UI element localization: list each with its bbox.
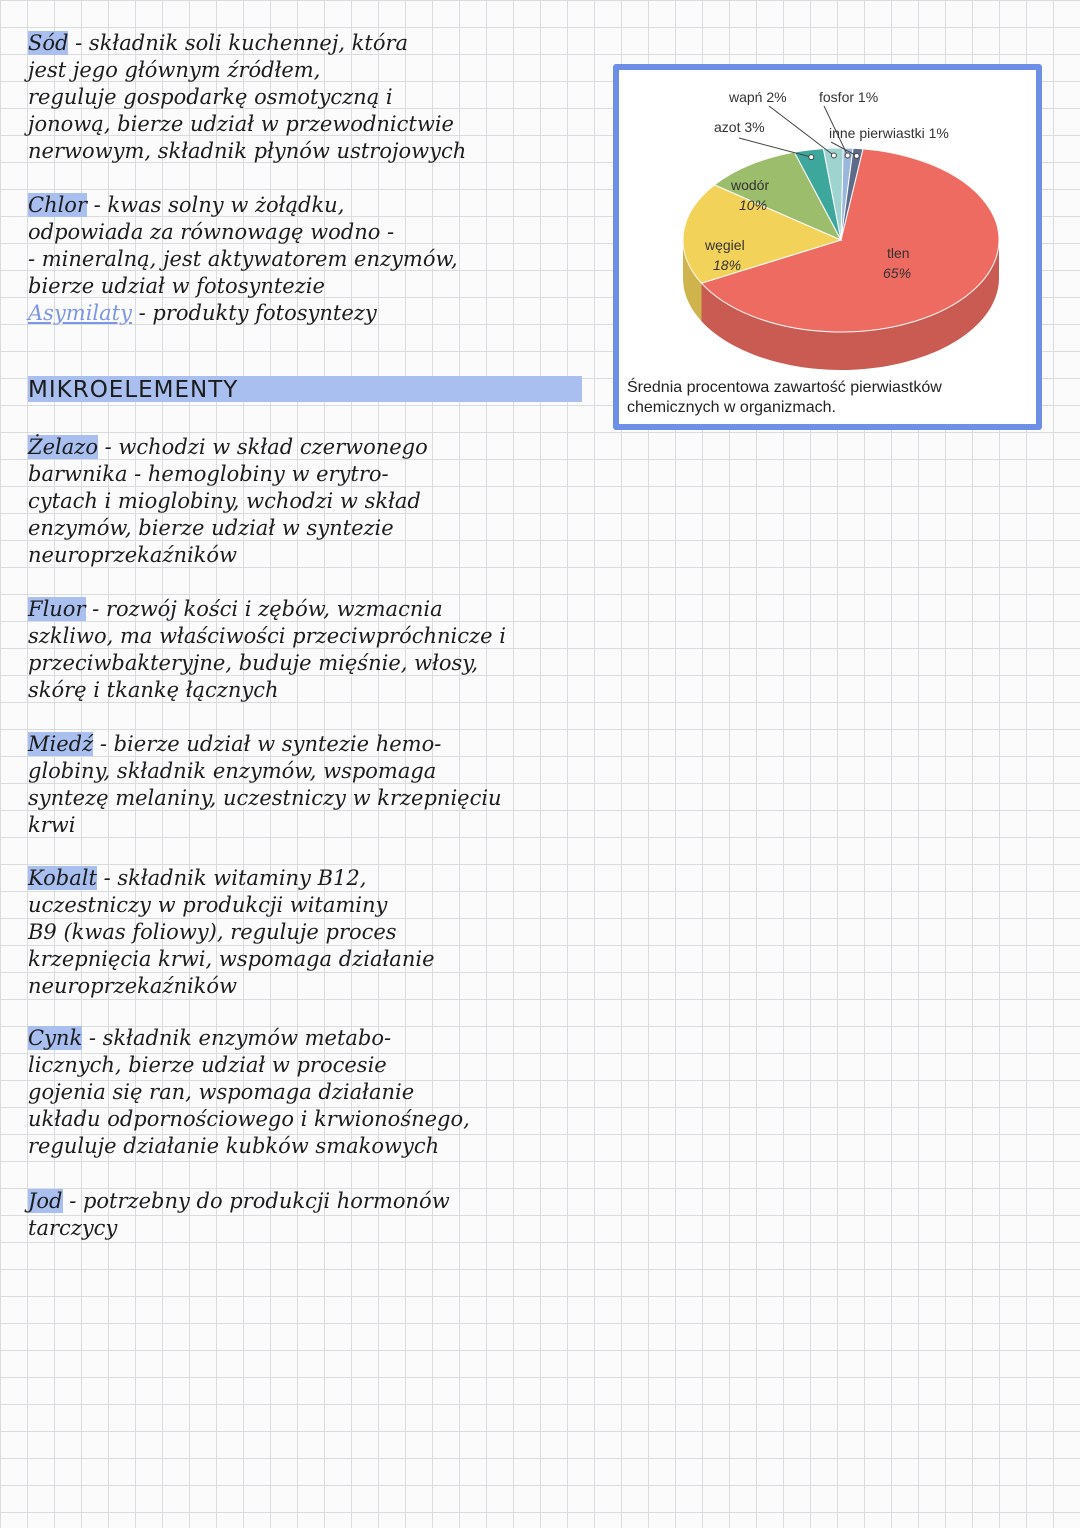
pie-chart-figure [613, 64, 1042, 430]
label-wegiel-name: węgiel [705, 237, 745, 253]
note-line: krwi [28, 813, 76, 837]
note-miedz [28, 731, 588, 839]
note-cynk [28, 1025, 588, 1160]
note-line: syntezę melaniny, uczestniczy w krzepnięciu [28, 786, 502, 810]
note-line: krzepnięcia krwi, wspomaga działanie [28, 947, 435, 971]
note-line: Jod - potrzebny do produkcji hormonów [28, 1189, 450, 1213]
note-line: uczestniczy w produkcji witaminy [28, 893, 388, 917]
note-line: reguluje działanie kubków smakowych [28, 1134, 440, 1158]
label-wegiel-value: 18% [713, 257, 742, 273]
note-line: B9 (kwas foliowy), reguluje proces [28, 920, 397, 944]
label-wodor-value: 10% [739, 197, 768, 213]
note-line: jest jego głównym źródłem, [28, 58, 321, 82]
label-tlen-value: 65% [883, 265, 912, 281]
term-miedz: Miedź [28, 732, 94, 756]
callout-dot-azot [809, 155, 814, 160]
pie-chart [619, 70, 1036, 424]
term-zelazo: Żelazo [28, 435, 98, 459]
section-heading: MIKROELEMENTY [28, 377, 239, 403]
term-sod: Sód [28, 31, 69, 55]
note-chlor [28, 192, 588, 327]
note-line: Asymilaty - produkty fotosyntezy [28, 301, 377, 325]
note-sod [28, 30, 588, 165]
note-line: enzymów, bierze udział w syntezie [28, 516, 394, 540]
label-tlen-name: tlen [887, 245, 910, 261]
note-jod [28, 1188, 588, 1242]
note-line: neuroprzekaźników [28, 543, 238, 567]
term-jod: Jod [28, 1189, 63, 1213]
note-line: barwnika - hemoglobiny w erytro- [28, 462, 389, 486]
callout-dot-inne-pierwiastki [854, 153, 859, 158]
note-line: Kobalt - składnik witaminy B12, [28, 866, 367, 890]
note-line: neuroprzekaźników [28, 974, 238, 998]
note-line: szkliwo, ma właściwości przeciwpróchnicze i [28, 624, 506, 648]
term-chlor: Chlor [28, 193, 87, 217]
label-fosfor: fosfor 1% [819, 89, 879, 105]
note-line: licznych, bierze udział w procesie [28, 1053, 387, 1077]
term-fluor: Fluor [28, 597, 86, 621]
note-fluor [28, 596, 588, 704]
note-line: Sód - składnik soli kuchennej, która [28, 31, 409, 55]
label-inne: inne pierwiastki 1% [829, 125, 949, 141]
note-zelazo [28, 434, 588, 569]
note-line: jonową, bierze udział w przewodnictwie [28, 112, 454, 136]
callout-dot-wapń [831, 153, 836, 158]
note-line: skórę i tkankę łącznych [28, 678, 279, 702]
note-line: Żelazo - wchodzi w skład czerwonego [28, 435, 428, 459]
note-line: tarczycy [28, 1216, 118, 1240]
note-line: - mineralną, jest aktywatorem enzymów, [28, 247, 458, 271]
term-asymilaty: Asymilaty [28, 301, 132, 325]
term-kobalt: Kobalt [28, 866, 97, 890]
note-line: przeciwbakteryjne, buduje mięśnie, włosy, [28, 651, 479, 675]
note-kobalt [28, 865, 588, 1000]
note-line: nerwowym, składnik płynów ustrojowych [28, 139, 467, 163]
note-line: globiny, składnik enzymów, wspomaga [28, 759, 437, 783]
note-line: gojenia się ran, wspomaga działanie [28, 1080, 415, 1104]
note-line: bierze udział w fotosyntezie [28, 274, 325, 298]
label-azot: azot 3% [714, 119, 765, 135]
note-line: Miedź - bierze udział w syntezie hemo- [28, 732, 442, 756]
callout-dot-fosfor [845, 153, 850, 158]
note-line: Cynk - składnik enzymów metabo- [28, 1026, 392, 1050]
term-cynk: Cynk [28, 1026, 83, 1050]
label-wodor-name: wodór [731, 177, 770, 193]
callout-line-azot [739, 138, 811, 157]
note-line: reguluje gospodarkę osmotyczną i [28, 85, 393, 109]
note-line: cytach i mioglobiny, wchodzi w skład [28, 489, 421, 513]
note-line: układu odpornościowego i krwionośnego, [28, 1107, 470, 1131]
note-line: Fluor - rozwój kości i zębów, wzmacnia [28, 597, 443, 621]
note-line: Chlor - kwas solny w żołądku, [28, 193, 345, 217]
label-wapn: wapń 2% [729, 89, 787, 105]
note-line: odpowiada za równowagę wodno - [28, 220, 395, 244]
chart-caption: Średnia procentowa zawartość pierwiastków chemicznych w organizmach. [627, 379, 942, 416]
